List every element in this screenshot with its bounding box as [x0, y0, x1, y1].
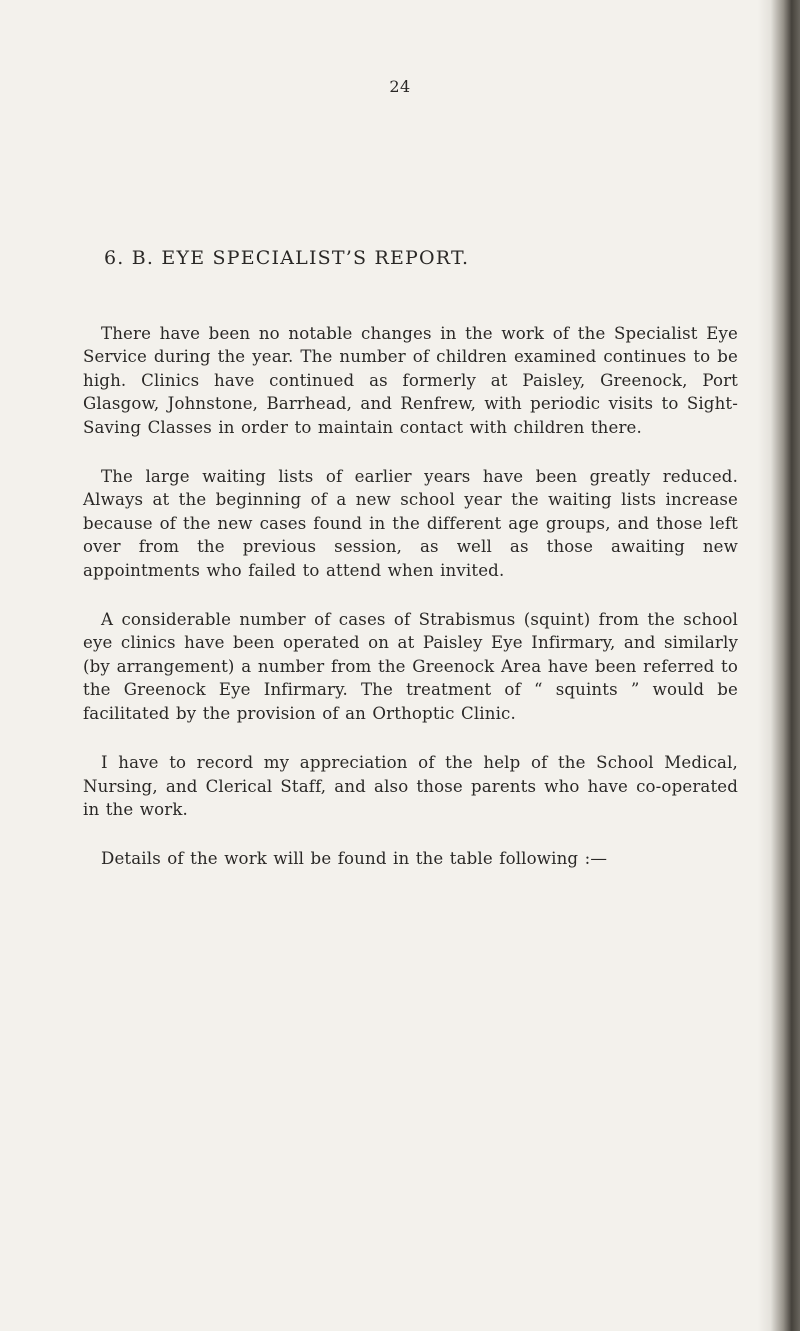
report-heading: 6. B. EYE SPECIALIST’S REPORT.: [104, 247, 470, 269]
page-edge-shadow: [758, 0, 800, 1331]
page-number: 24: [389, 77, 411, 96]
report-body: [83, 322, 738, 897]
paragraph-service-overview: There have been no notable changes in the work of the Specialist Eye Service during the year. The number of children examined continues to be high. Clinics have continued as formerly at Paisley, Greenock, Port Glasgow, Johnstone, Barrhead, and Renfrew, with periodic visits to Sight-Saving Classes in order to maintain contact with children there.: [83, 324, 738, 437]
paragraph-waiting-lists: The large waiting lists of earlier years have been greatly reduced. Always at the beginning of a new school year the waiting lists increase because of the new cases found in the different age groups, and those left over from the previous session, as well as those awaiting new appointments who failed to attend when invited.: [83, 467, 738, 580]
paragraph-appreciation: I have to record my appreciation of the help of the School Medical, Nursing, and Clerical Staff, and also those parents who have co-operated in the work.: [83, 753, 738, 819]
paragraph-details: Details of the work will be found in the table following :—: [101, 849, 608, 869]
paragraph-strabismus: A considerable number of cases of Strabismus (squint) from the school eye clinics have been operated on at Paisley Eye Infirmary, and similarly (by arrangement) a number from the Greenock Area have been referred to the Greenock Eye Infirmary. The treatment of “ squints ” would be facilitated by the provision of an Orthoptic Clinic.: [83, 610, 738, 723]
